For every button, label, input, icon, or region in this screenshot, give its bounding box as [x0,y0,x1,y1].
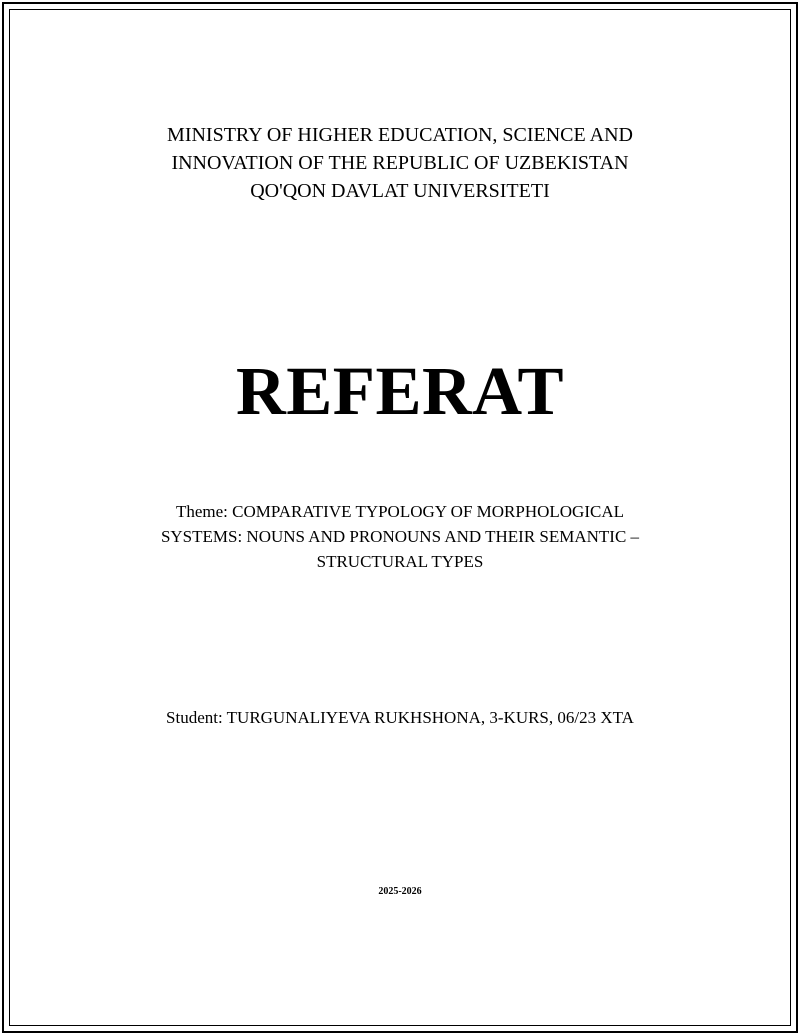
institution-heading [0,121,800,205]
document-type-title: REFERAT [235,353,565,429]
theme-text [0,499,800,574]
theme-line: SYSTEMS: NOUNS AND PRONOUNS AND THEIR SEMANTIC – [160,527,640,546]
theme-line: STRUCTURAL TYPES [316,552,484,571]
academic-year: 2025-2026 [378,886,422,897]
institution-line: MINISTRY OF HIGHER EDUCATION, SCIENCE AND [167,124,633,146]
student-info: Student: TURGUNALIYEVA RUKHSHONA, 3-KURS, 06/23 XTA [166,708,634,727]
university-name: QO'QON DAVLAT UNIVERSITETI [250,180,550,202]
institution-line: INNOVATION OF THE REPUBLIC OF UZBEKISTAN [171,152,629,174]
theme-line: Theme: COMPARATIVE TYPOLOGY OF MORPHOLOGICAL [175,502,624,521]
